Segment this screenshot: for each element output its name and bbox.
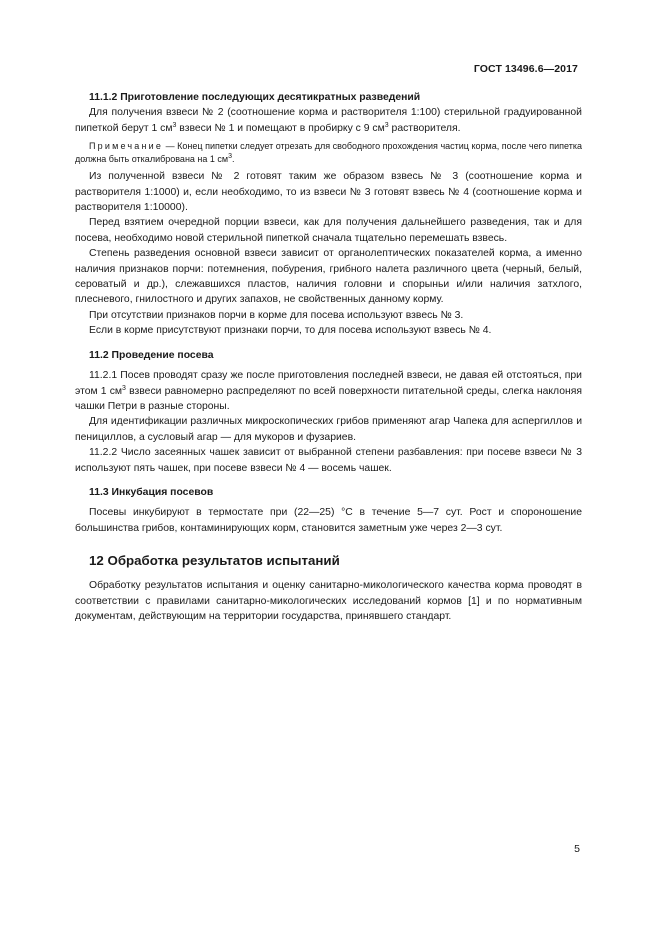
paragraph: Если в корме присутствуют признаки порчи, то для посева используют взвесь № 4. <box>89 325 492 337</box>
paragraph: При отсутствии признаков порчи в корме для посева используют взвесь № 3. <box>89 309 464 321</box>
paragraph: Степень разведения основной взвеси зависит от органолептических показателей корма, а именно наличия признаков порчи: потемнения, побурения, грибного налета различного цвета (черный, белый, сероватый и др.), слежавшихся пластов, наличия головни и спорыньи и/или наличия затхлого, плесневого, гнилостного и других запахов, не свойственных данному корму. <box>75 248 582 306</box>
page-content <box>75 90 582 624</box>
paragraph: Из полученной взвеси № 2 готовят таким же образом взвесь № 3 (соотношение корма и растворителя 1:1000) и, если необходимо, то из взвеси № 3 готовят взвесь № 4 (соотношение корма и растворителя 1:10000). <box>75 171 582 214</box>
paragraph: Посевы инкубируют в термостате при (22—25) °С в течение 5—7 сут. Рост и спороношение большинства грибов, контаминирующих корм, становится заметным уже через 2—3 сут. <box>75 507 582 534</box>
note-paragraph: Примечание — Конец пипетки следует отрезать для свободного прохождения частиц корма, после чего пипетка должна быть откалибрована на 1 $см^3$. <box>75 141 582 165</box>
note-label: Примечание <box>89 141 164 152</box>
paragraph: Перед взятием очередной порции взвеси, как для получения дальнейшего разведения, так и для посева, необходимо новой стерильной пипеткой сначала тщательно перемешать взвесь. <box>75 217 582 244</box>
document-id: ГОСТ 13496.6—2017 <box>473 63 578 75</box>
paragraph: Для идентификации различных микроскопических грибов применяют агар Чапека для аспергиллов и пенициллов, а сусловый агар — для мукоров и фузариев. <box>75 416 582 443</box>
paragraph: Для получения взвеси № 2 (соотношение корма и растворителя 1:100) стерильной градуированной пипеткой берут 1 $см^3$ взвеси № 1 и помещают в пробирку с 9 $см^3$ растворителя. <box>75 107 582 134</box>
paragraph: 11.2.1 Посев проводят сразу же после приготовления последней взвеси, не давая ей отстояться, при этом 1 $см^3$ взвеси равномерно распределяют по всей поверхности питательной среды, слегка наклоняя чашки Петри в разные стороны. <box>75 370 582 412</box>
section-heading-11-2: 11.2 Проведение посева <box>89 349 214 361</box>
section-heading-12: 12 Обработка результатов испытаний <box>89 553 340 569</box>
paragraph: Обработку результатов испытания и оценку санитарно-микологического качества корма проводят в соответствии с правилами санитарно-микологических исследований кормов [1] и по нормативным документам, действующим на территории государства, принявшего стандарт. <box>75 580 582 622</box>
subsection-heading-11-1-2: 11.1.2 Приготовление последующих десятикратных разведений <box>89 92 421 103</box>
page-number: 5 <box>574 843 580 855</box>
section-heading-11-3: 11.3 Инкубация посевов <box>89 486 214 498</box>
paragraph: 11.2.2 Число засеянных чашек зависит от выбранной степени разбавления: при посеве взвеси № 3 используют пять чашек, при посеве взвеси № 4 — восемь чашек. <box>75 447 582 474</box>
